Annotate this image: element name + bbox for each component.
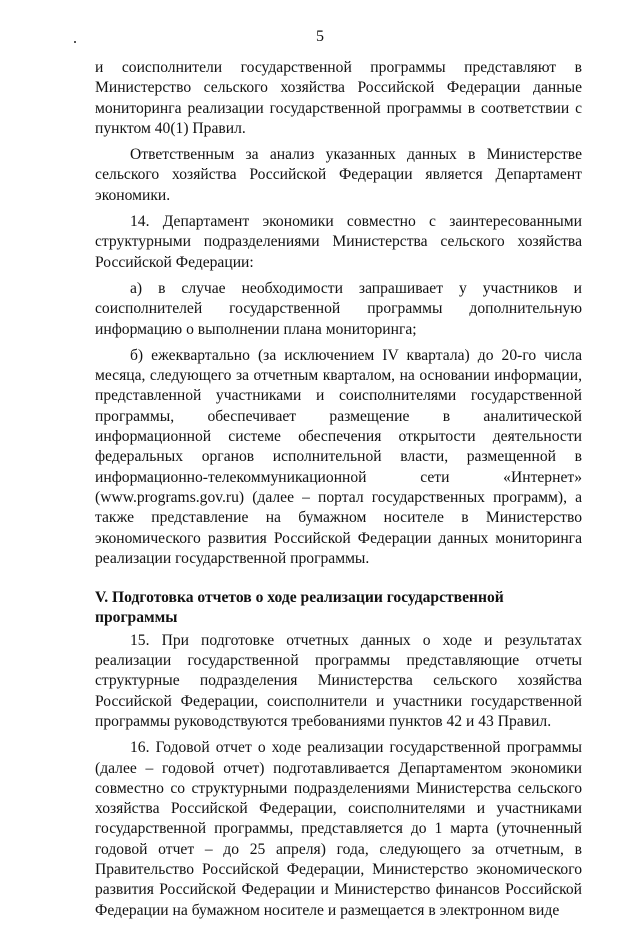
paragraph-14a: а) в случае необходимости запрашивает у участников и соисполнителей государственной программы дополнительную информацию о выполнении плана мониторинга; [95, 279, 582, 338]
paragraph-15: 15. При подготовке отчетных данных о ходе и результатах реализации государственной программы представляющие отчеты структурные подразделения Министерства сельского хозяйства Российской Федерации, соисполнители и участники государственной программы руководствуются требованиями пунктов 42 и 43 Правил. [95, 631, 582, 730]
document-body [95, 58, 582, 927]
paragraph-14: 14. Департамент экономики совместно с заинтересованными структурными подразделениями Министерства сельского хозяйства Российской Федерации: [95, 213, 582, 271]
paragraph-continuation: и соисполнители государственной программы представляют в Министерство сельского хозяйства Российской Федерации данные мониторинга реализации государственной программы в соответствии с пунктом 40(1) Правил. [95, 59, 582, 137]
paragraph-responsible: Ответственным за анализ указанных данных в Министерстве сельского хозяйства Российской Федерации является Департамент экономики. [95, 146, 582, 204]
paragraph-14b: б) ежеквартально (за исключением IV квартала) до 20-го числа месяца, следующего за отчетным кварталом, на основании информации, представленной участниками и соисполнителями государственной программы, обеспечивает размещение в аналитической информационной системе обеспечения открытости деятельности федеральных органов исполнительной власти, размещенной в информационно-телекоммуникационной сети «Интернет» (www.programs.gov.ru) (далее – портал государственных программ), а также представление на бумажном носителе в Министерство экономического развития Российской Федерации данных мониторинга реализации государственной программы. [95, 346, 582, 567]
page-number: 5 [316, 28, 324, 45]
paragraph-16: 16. Годовой отчет о ходе реализации государственной программы (далее – годовой отчет) подготавливается Департаментом экономики совместно со структурными подразделениями Министерства сельского хозяйства Российской Федерации, соисполнителями и участниками государственной программы, представляется до 1 марта (уточненный годовой отчет – до 25 апреля) года, следующего за отчетным, в Правительство Российской Федерации, Министерство экономического развития Российской Федерации и Министерство финансов Российской Федерации на бумажном носителе и размещается в электронном виде [95, 739, 582, 919]
section-heading: V. Подготовка отчетов о ходе реализации государственной программы [95, 589, 504, 627]
